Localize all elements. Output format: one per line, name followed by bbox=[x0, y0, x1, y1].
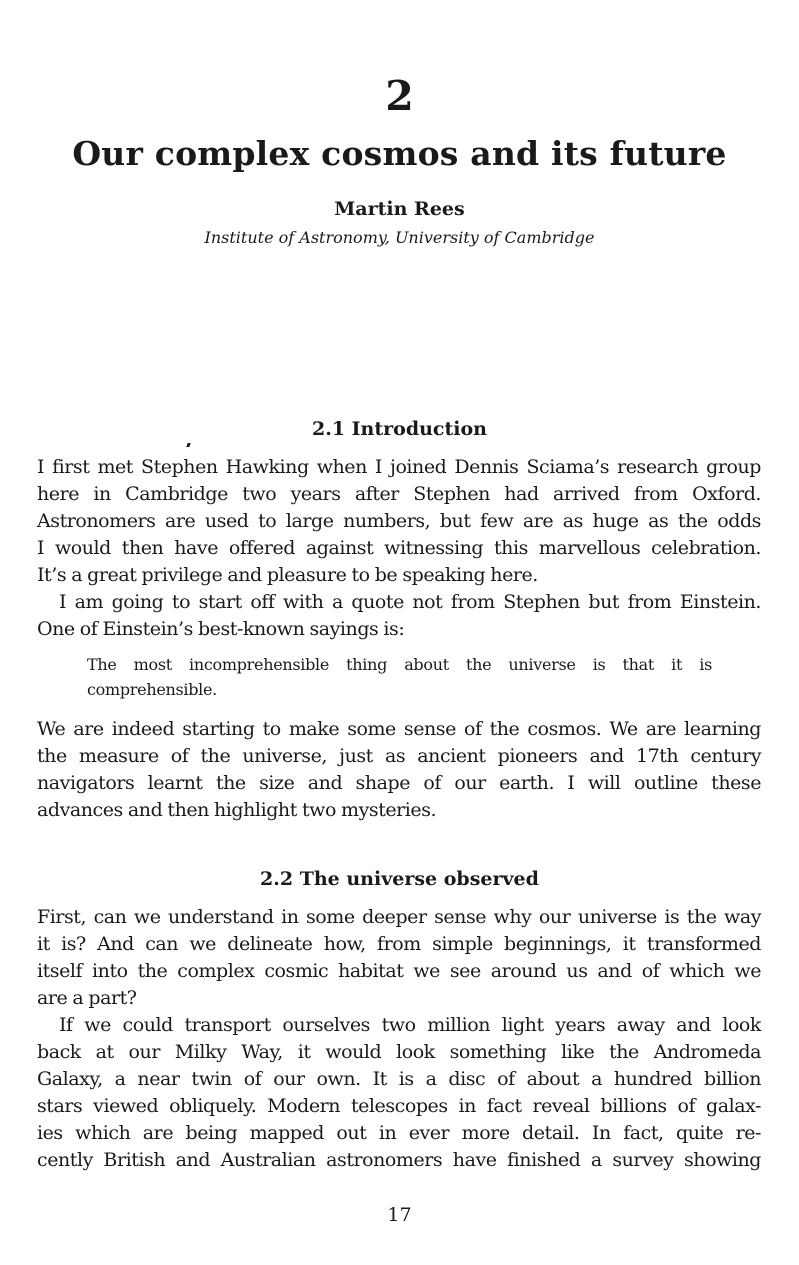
text-line: Galaxy, a near twin of our own. It is a disc of about a hundred billion bbox=[37, 1068, 761, 1090]
text-line: I would then have offered against witnessing this marvellous celebration. bbox=[37, 537, 761, 559]
text-line: the measure of the universe, just as ancient pioneers and 17th century bbox=[37, 745, 761, 767]
stray-ink-mark bbox=[186, 443, 190, 447]
text-line: We are indeed starting to make some sense of the cosmos. We are learning bbox=[37, 718, 761, 740]
text-line: First, can we understand in some deeper sense why our universe is the way bbox=[37, 906, 761, 928]
section-heading-introduction: 2.1 Introduction bbox=[312, 418, 487, 440]
text-line: I first met Stephen Hawking when I joined Dennis Sciama’s research group bbox=[37, 456, 761, 478]
text-line: here in Cambridge two years after Stephen had arrived from Oxford. bbox=[37, 483, 761, 505]
text-line: One of Einstein’s best-known sayings is: bbox=[37, 618, 405, 640]
text-line: advances and then highlight two mysteries. bbox=[37, 799, 437, 821]
section-heading-universe-observed: 2.2 The universe observed bbox=[260, 868, 539, 890]
text-line: navigators learnt the size and shape of our earth. I will outline these bbox=[37, 772, 761, 794]
text-line: are a part? bbox=[37, 987, 137, 1009]
text-line: ies which are being mapped out in ever more detail. In fact, quite re- bbox=[37, 1122, 761, 1144]
text-line: itself into the complex cosmic habitat we see around us and of which we bbox=[37, 960, 761, 982]
text-line: cently British and Australian astronomers have finished a survey showing bbox=[37, 1149, 761, 1171]
page-number: 17 bbox=[387, 1204, 412, 1226]
text-line: it is? And can we delineate how, from simple beginnings, it transformed bbox=[37, 933, 761, 955]
quote-line: The most incomprehensible thing about the universe is that it is bbox=[87, 655, 712, 674]
chapter-title: Our complex cosmos and its future bbox=[72, 134, 727, 173]
paragraph-intro-1 bbox=[37, 454, 761, 589]
author-affiliation: Institute of Astronomy, University of Cambridge bbox=[204, 228, 595, 247]
text-line: back at our Milky Way, it would look something like the Andromeda bbox=[37, 1041, 761, 1063]
author-name: Martin Rees bbox=[334, 198, 465, 220]
text-line: It’s a great privilege and pleasure to be speaking here. bbox=[37, 564, 538, 586]
einstein-quote bbox=[87, 652, 712, 702]
text-line: Astronomers are used to large numbers, but few are as huge as the odds bbox=[37, 510, 761, 532]
chapter-number: 2 bbox=[385, 72, 414, 120]
text-line: I am going to start off with a quote not from Stephen but from Einstein. bbox=[59, 591, 761, 613]
text-line: If we could transport ourselves two million light years away and look bbox=[59, 1014, 761, 1036]
paragraph-intro-2 bbox=[37, 589, 761, 643]
paragraph-observed-1 bbox=[37, 904, 761, 1012]
quote-line: comprehensible. bbox=[87, 680, 217, 699]
paragraph-intro-3 bbox=[37, 716, 761, 824]
paragraph-observed-2 bbox=[37, 1012, 761, 1174]
text-line: stars viewed obliquely. Modern telescopes in fact reveal billions of galax- bbox=[37, 1095, 761, 1117]
